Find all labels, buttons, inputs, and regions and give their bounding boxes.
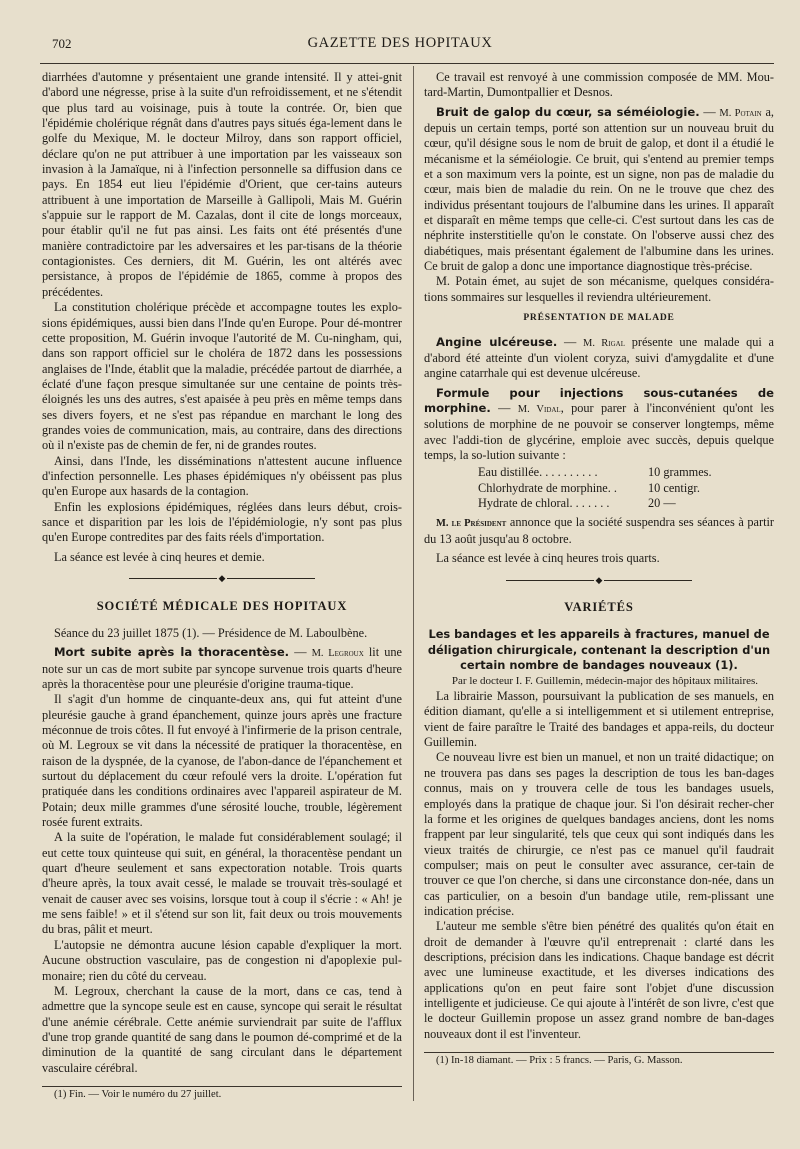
paragraph: diarrhées d'automne y présentaient une grande intensité. Il y attei-gnit d'abord une négresse, prise à la suite d'un refroidissement, et ne s'étendit que plus tard au voisinage, puis à toute la contrée. Or, bien que l'épidémie cholérique régnât dans d'autres pays situés éga-lement dans le golfe du Mexique, M. le docteur Milroy, dans son rapport officiel, déclare qu'on ne put attribuer à une importation par les vaisseaux son invasion à la Jamaïque, ni à l'infection personnelle sa diffusion dans ce pays. En 1854 eut lieu l'épidémie d'Orient, que cer-tains auteurs attribuent à une importation de Marseille à Gallipoli, Mais M. Guérin s'appuie sur le rapport de M. Cazalas, dont il cite de longs morceaux, pour établir qu'il ne fut pas ainsi. Les faits ont été présentés d'une manière contradictoire par les adversaires et les par-tisans de la théorie contagionistes. Ces derniers, dit M. Guérin, les ont altérés avec persistance, à propos de l'épidémie de 1865, comme à propos des précédentes. xyxy=(42,70,402,299)
footnote: (1) In-18 diamant. — Prix : 5 francs. — Paris, G. Masson. xyxy=(436,1055,683,1067)
angine-paragraph: Angine ulcéreuse. — M. Rigal présente une malade qui a d'abord été atteinte d'un violent coryza, suivi d'amygdalite et d'une angine catarrhale qui est devenue ulcéreuse. xyxy=(424,334,775,381)
paragraph: M. Potain émet, au sujet de son mécanisme, quelques considéra-tions sommaires sur lesquelles il reviendra ultérieurement. xyxy=(424,274,774,304)
footnote: (1) Fin. — Voir le numéro du 27 juillet. xyxy=(54,1088,222,1100)
president-label: M. le Président xyxy=(436,518,507,530)
galop-author: M. Potain xyxy=(719,107,762,119)
paragraph: L'auteur me semble s'être bien pénétré des qualités qu'on était en droit de demander à l'œuvre qu'il entreprenait : clarté dans les descriptions, précision dans les indications. Chaque bandage est décrit avec une lumineuse exactitude, et les diverses indications des applications qu'on en peut faire sont l'objet d'une discussion intelligente et judicieuse. Ce qui ajoute à l'intérêt de son livre, c'est que le docteur Guillemin propose un assez grand nombre de ban-dages nouveaux dont il est l'inventeur. xyxy=(424,919,774,1041)
case-paragraph: Mort subite après la thoracentèse. — M. Legroux lit une note sur un cas de mort subite par syncope survenue trois quarts d'heure après la thoracentèse pour une pleurésie d'origine trauma-tique. xyxy=(42,645,402,691)
paragraph: Ce nouveau livre est bien un manuel, et non un traité didactique; on ne trouvera pas dans ses pages la description de tous les ban-dages connus, mais on y trouvera celle de tous les bandages usuels, employés dans la pratique de chaque jour. Si l'on désirait recher-cher la forme et les origines de quelques bandages anciens, dont les noms frappent par leur singularité, tels que ceux qui sont indiqués dans les vieux traités de chirurgie, ce n'est pas ce manuel qu'il faudrait compulser; mais on peut le consulter avec assurance, cer-tain de trouver ce que l'on cherche, si dans une circonstance don-née, dans un cas particulier, on a besoin d'un bandage utile, rem-plissant une indication précise. xyxy=(424,750,774,918)
header-rule xyxy=(40,63,774,64)
section-ornament: ◆ xyxy=(42,571,402,587)
formule-heading: Formule pour injections sous-cutanées de morphine. xyxy=(424,385,774,415)
galop-heading: Bruit de galop du cœur, sa séméiologie. xyxy=(436,104,700,119)
paragraph: Il s'agit d'un homme de cinquante-deux ans, qui fut atteint d'une pleurésie gauche à grand épanchement, quinze jours après une fracture méconnue de trois côtes. Il fut envoyé à l'infirmerie de la prison centrale, où M. Legroux se vit dans la nécessité de pratiquer la thoracentèse, en raison de la dyspnée, de la cyanose, de l'abon-dance de l'épanchement et surtout du déplacement du cœur refoulé vers la droite. L'opération fut pratiquée dans les conditions ordinaires avec l'appareil aspirateur de M. Potain; deux mille grammes d'une sérosité louche, trouble, légèrement rosée furent extraits. xyxy=(42,692,402,830)
book-title: Les bandages et les appareils à fractures, manuel de déligation chirurgicale, contenant la description d'un certain nombre de bandages nouveaux (1). xyxy=(427,627,771,673)
byline: Par le docteur I. F. Guillemin, médecin-major des hôpitaux militaires. xyxy=(451,674,759,687)
angine-author: M. Rigal xyxy=(583,337,625,349)
recipe-row xyxy=(424,496,774,511)
page-number: 702 xyxy=(52,36,72,51)
paragraph: L'autopsie ne démontra aucune lésion capable d'expliquer la mort. Aucune obstruction vasculaire, pas de congestion ni d'apoplexie pul-monaire; rien du côté du cerveau. xyxy=(42,937,402,983)
recipe-row xyxy=(424,465,774,480)
formule-author: M. Vidal xyxy=(517,403,561,415)
recipe-row xyxy=(424,481,774,496)
recipe-ingredient: Eau distillée. . . . . . . . . . xyxy=(478,465,598,480)
right-column xyxy=(424,70,774,1068)
closing-line: La séance est levée à cinq heures et demie. xyxy=(54,549,265,564)
recipe-ingredient: Chlorhydrate de morphine. . xyxy=(478,480,617,495)
case-heading: Mort subite après la thoracentèse. xyxy=(54,645,290,660)
recipe-table xyxy=(424,465,774,511)
session-line: Séance du 23 juillet 1875 (1). — Présidence de M. Laboulbène. xyxy=(54,625,368,640)
paragraph: La librairie Masson, poursuivant la publication de ses manuels, en édition diamant, qu'elle a si intelligemment et si utilement entreprise, vient de faire paraître le Traité des bandages et appa-reils, du docteur Guillemin. xyxy=(424,689,774,750)
left-column xyxy=(42,70,402,1102)
paragraph: A la suite de l'opération, le malade fut considérablement soulagé; il eut cette toux quinteuse qui suit, en général, la thoracentèse pendant un quart d'heure seulement et sans expectoration notable. Trois quarts d'heure après, la toux avait cessé, le malade se trouvait très-soulagé et venait de causer avec ses voisins, lorsque tout à coup il s'écrie : « Ah! je me sens faible! » et il s'étend sur son lit, fait deux ou trois mouvements du bras, pâlit et meurt. xyxy=(42,830,402,937)
paragraph: M. Legroux, cherchant la cause de la mort, dans ce cas, tend à admettre que la syncope seule est en cause, syncope qui serait le résultat d'une anémie cérébrale. Cette anémie surviendrait par suite de l'afflux d'une trop grande quantité de sang dans le poumon dé-comprimé et de la diminution de la quantité de sang circulant dans le département vasculaire cérébral. xyxy=(42,983,402,1075)
galop-text: a, depuis un certain temps, porté son attention sur un nouveau bruit du cœur, qu'il désigne sous le nom de bruit de galop, et dont il a étudié le mécanisme et la séméiologie. Ce bruit, qui s'entend au premier temps et a son maximum vers la pointe, est un signe, non pas de maladie du cœur, mais bien de maladie du rein. On ne le trouve que chez des individus présentant toujours de l'albumine dans les urines. Il apparaît et disparaît en même temps que celle-ci. C'est surtout dans les cas de néphrite insterstitielle qu'on le constate. On l'observe aussi chez des diabétiques, mais présentant également de l'albumine dans les urines. Ce bruit de galop a donc une importance diagnostique très-précise. xyxy=(424,104,774,274)
paragraph: Ce travail est renvoyé à une commission composée de MM. Mou-tard-Martin, Dumontpallier et Desnos. xyxy=(424,70,774,100)
president-text: annonce que la société suspendra ses séances à partir du 13 août jusqu'au 8 octobre. xyxy=(424,515,774,546)
paragraph: Enfin les explosions épidémiques, réglées dans leurs début, crois-sance et disparition par les lois de l'épidémiologie, n'y sont pas plus qu'en Europe contredites par des faits réels d'importation. xyxy=(42,499,402,545)
section-ornament: ◆ xyxy=(424,572,774,588)
recipe-quantity: 10 centigr. xyxy=(648,480,700,495)
paragraph: La constitution cholérique précède et accompagne toutes les explo-sions épidémiques, aussi bien dans l'Inde qu'en Europe. Pour dé-montrer cette proposition, M. Guérin invoque l'autorité de M. Cu-ningham, qui, dans son rapport officiel sur le choléra de 1872 dans les possessions anglaises de l'Inde, établit que la maladie, précédée partout de diarrhée, a éclaté d'une façon presque simultanée sur une centaine de points très-éloignés les uns des autres, s'est apaisée à peu près en même temps dans ses divers foyers, et ne s'est pas répandue en marchant le long des grandes voies de communication, mais, au contraire, dans des directions où il n'existe pas de chemin de fer, ni de grandes routes. xyxy=(42,300,402,453)
journal-title: GAZETTE DES HOPITAUX xyxy=(307,35,493,51)
case-intro: lit une note sur un cas de mort subite par syncope survenue trois quarts d'heure après la thoracentèse pour une pleurésie d'origine trauma-tique. xyxy=(42,645,402,691)
formule-text: , pour parer à l'inconvénient qu'ont les solutions de morphine de ne pouvoir se conserver longtemps, même avec l'addi-tion de glycérine, emploie avec succès, depuis quelque temps, la so-lution suivante : xyxy=(424,400,775,462)
recipe-quantity: 10 grammes. xyxy=(648,465,712,480)
section-title: SOCIÉTÉ MÉDICALE DES HOPITAUX xyxy=(96,598,348,613)
galop-paragraph: Bruit de galop du cœur, sa séméiologie. — M. Potain a, depuis un certain temps, porté son attention sur un nouveau bruit du cœur, qu'il désigne sous le nom de bruit de galop, et dont il a étudié le mécanisme et la séméiologie. Ce bruit, qui s'entend au premier temps et a son maximum vers la pointe, est un signe, non pas de maladie du cœur, mais bien de maladie du rein. On ne le trouve que chez des individus présentant toujours de l'albumine dans les urines. Il apparaît et disparaît en même temps que celle-ci. C'est surtout dans les cas de néphrite insterstitielle qu'on le constate. On l'observe aussi chez des diabétiques, mais présentant également de l'albumine dans les urines. Ce bruit de galop a donc une importance diagnostique très-précise. xyxy=(424,104,774,274)
recipe-ingredient: Hydrate de chloral. . . . . . . xyxy=(478,495,610,510)
paragraph: Ainsi, dans l'Inde, les disséminations n'attestent aucune influence d'infection personnelle. Les phases épidémiques n'y obéissent pas plus qu'en Europe aux hasards de la contagion. xyxy=(42,453,402,499)
angine-text: présente une malade qui a d'abord été atteinte d'un violent coryza, suivi d'amygdalite et d'une angine catarrhale qui est devenue ulcéreuse. xyxy=(424,334,775,381)
closing-line: La séance est levée à cinq heures trois quarts. xyxy=(436,550,660,565)
page-header xyxy=(0,30,800,54)
subsection-title: PRÉSENTATION DE MALADE xyxy=(523,313,675,324)
case-author: M. Legroux xyxy=(311,648,364,660)
formule-paragraph: Formule pour injections sous-cutanées de morphine. — M. Vidal, pour parer à l'inconvénient qu'ont les solutions de morphine de ne pouvoir se conserver longtemps, même avec l'addi-tion de glycérine, emploie avec succès, depuis quelque temps, la so-lution suivante : xyxy=(424,385,775,462)
column-divider xyxy=(413,66,414,1101)
varietes-title: VARIÉTÉS xyxy=(564,599,634,614)
president-paragraph xyxy=(424,515,774,547)
recipe-quantity: 20 — xyxy=(648,495,676,510)
angine-heading: Angine ulcéreuse. xyxy=(436,334,558,349)
